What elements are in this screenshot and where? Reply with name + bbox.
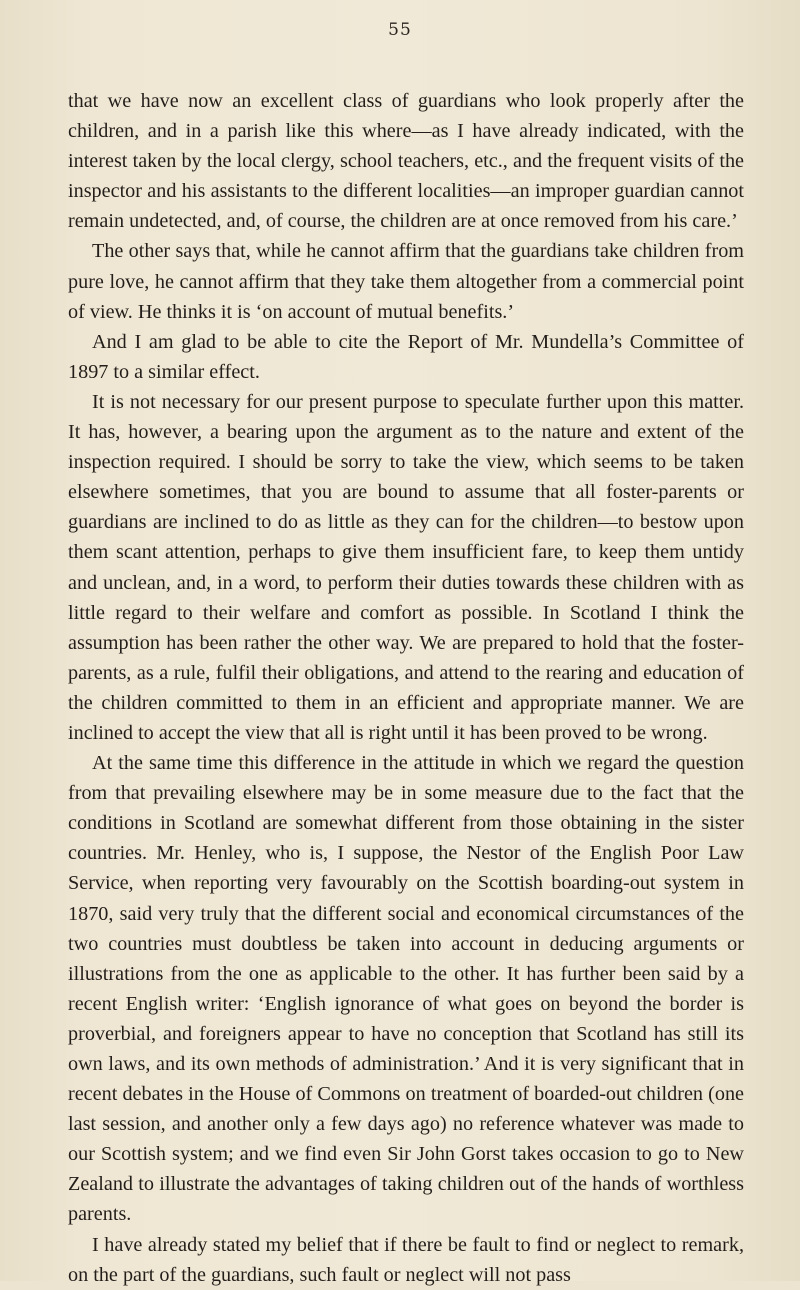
paragraph: The other says that, while he cannot affirm that the guardians take children from pure love, he cannot affirm that they take them altogether from a commercial point of view. He thinks it is ‘on account of mutual benefits.’ <box>68 240 744 323</box>
body-text <box>68 86 744 1290</box>
paragraph: And I am glad to be able to cite the Report of Mr. Mundella’s Committee of 1897 to a similar effect. <box>68 330 744 383</box>
paragraph: I have already stated my belief that if there be fault to find or neglect to remark, on the part of the guardians, such fault or neglect will not pass <box>68 1233 744 1286</box>
paragraph: It is not necessary for our present purpose to speculate further upon this matter. It has, however, a bearing upon the argument as to the nature and extent of the inspection required. I should be sorry to take the view, which seems to be taken elsewhere sometimes, that you are bound to assume that all foster-parents or guardians are inclined to do as little as they can for the children—to bestow upon them scant attention, perhaps to give them insufficient fare, to keep them untidy and unclean, and, in a word, to perform their duties towards these children with as little regard to their welfare and comfort as possible. In Scotland I think the assumption has been rather the other way. We are prepared to hold that the foster-parents, as a rule, fulfil their obligations, and attend to the rearing and education of the children committed to them in an efficient and appropriate manner. We are inclined to accept the view that all is right until it has been proved to be wrong. <box>68 390 744 744</box>
paragraph: At the same time this difference in the attitude in which we regard the question from that prevailing elsewhere may be in some measure due to the fact that the conditions in Scotland are somewhat different from those obtaining in the sister countries. Mr. Henley, who is, I suppose, the Nestor of the English Poor Law Service, when reporting very favourably on the Scottish boarding-out system in 1870, said very truly that the different social and economical circumstances of the two countries must doubtless be taken into account in deducing arguments or illustrations from the one as applicable to the other. It has further been said by a recent English writer: ‘English ignorance of what goes on beyond the border is proverbial, and foreigners appear to have no conception that Scotland has still its own laws, and its own methods of administration.’ And it is very significant that in recent debates in the House of Commons on treatment of boarded-out children (one last session, and another only a few days ago) no reference whatever was made to our Scottish system; and we find even Sir John Gorst takes occasion to go to New Zealand to illustrate the advantages of taking children out of the hands of worthless parents. <box>68 752 744 1226</box>
paragraph: that we have now an excellent class of guardians who look properly after the children, and in a parish like this where—as I have already indicated, with the interest taken by the local clergy, school teachers, etc., and the frequent visits of the inspector and his assistants to the different localities—an improper guardian cannot remain undetected, and, of course, the children are at once removed from his care.’ <box>68 90 744 233</box>
page-number: 55 <box>388 20 412 40</box>
